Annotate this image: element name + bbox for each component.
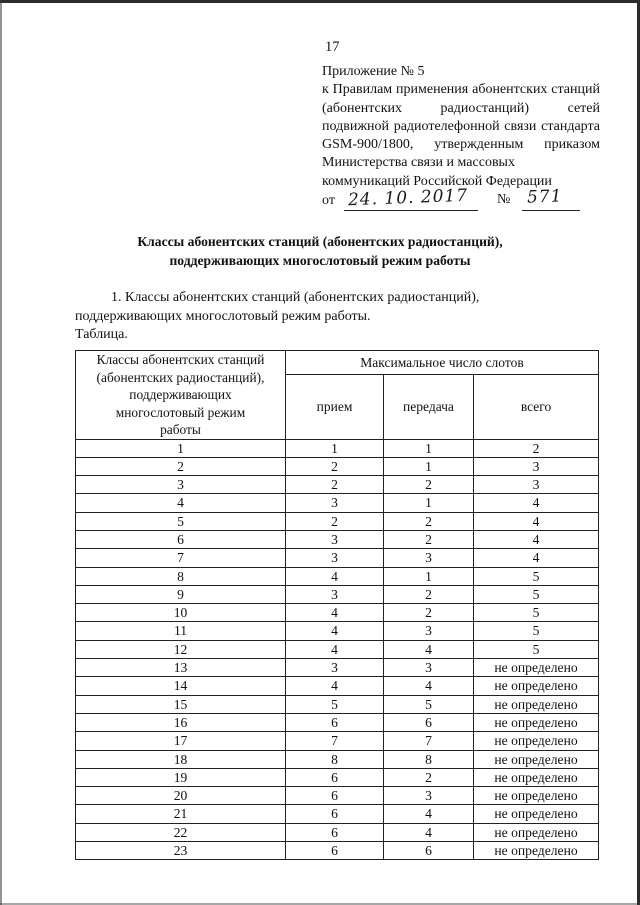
cell-tx: 3 [384, 549, 474, 567]
cell-class: 22 [76, 823, 286, 841]
cell-total: не определено [474, 677, 599, 695]
cell-class: 1 [76, 439, 286, 457]
cell-rx: 8 [286, 750, 384, 768]
number-label: № [497, 192, 511, 207]
table-row [76, 439, 599, 457]
cell-class: 12 [76, 640, 286, 658]
cell-class: 19 [76, 768, 286, 786]
column-header-class-line-4: многослотовый режим [115, 404, 246, 420]
cell-class: 10 [76, 604, 286, 622]
cell-class: 23 [76, 842, 286, 860]
cell-tx: 2 [384, 768, 474, 786]
cell-tx: 3 [384, 787, 474, 805]
cell-tx: 2 [384, 585, 474, 603]
date-underline [344, 210, 478, 211]
cell-total: не определено [474, 805, 599, 823]
cell-tx: 7 [384, 732, 474, 750]
table-row [76, 677, 599, 695]
cell-rx: 4 [286, 677, 384, 695]
cell-rx: 3 [286, 530, 384, 548]
slots-table-wrapper [75, 350, 598, 860]
table-row [76, 787, 599, 805]
cell-class: 3 [76, 476, 286, 494]
table-row [76, 549, 599, 567]
cell-total: не определено [474, 659, 599, 677]
cell-tx: 1 [384, 439, 474, 457]
table-row [76, 457, 599, 475]
cell-class: 18 [76, 750, 286, 768]
number-underline [522, 210, 580, 211]
document-title-line-2: поддерживающих многослотовый режим работы [169, 253, 471, 268]
column-header-group-max-slots: Максимальное число слотов [286, 351, 599, 375]
cell-total: 5 [474, 640, 599, 658]
cell-class: 15 [76, 695, 286, 713]
cell-class: 16 [76, 713, 286, 731]
cell-total: 5 [474, 567, 599, 585]
cell-tx: 2 [384, 512, 474, 530]
appendix-body: к Правилам применения абонентских станций (абонентских радиостанций) сетей подвижной радиотелефонной связи стандарта GSM-900/1800, утвержденным приказом Министерства связи и массовых [322, 82, 600, 171]
cell-rx: 4 [286, 604, 384, 622]
numbered-paragraph [75, 288, 598, 326]
order-date-number-line [322, 185, 602, 214]
numbered-paragraph-head: 1. Классы абонентских станций (абонентских радиостанций), [111, 290, 480, 305]
cell-rx: 7 [286, 732, 384, 750]
cell-total: не определено [474, 768, 599, 786]
cell-tx: 6 [384, 842, 474, 860]
cell-total: не определено [474, 732, 599, 750]
cell-tx: 2 [384, 604, 474, 622]
column-header-tx: передача [384, 375, 474, 439]
cell-total: не определено [474, 823, 599, 841]
cell-tx: 4 [384, 805, 474, 823]
table-row [76, 659, 599, 677]
cell-total: не определено [474, 713, 599, 731]
cell-class: 9 [76, 585, 286, 603]
cell-rx: 3 [286, 585, 384, 603]
cell-total: 3 [474, 476, 599, 494]
cell-total: 3 [474, 457, 599, 475]
cell-total: 2 [474, 439, 599, 457]
table-row [76, 842, 599, 860]
cell-total: не определено [474, 750, 599, 768]
table-row [76, 622, 599, 640]
handwritten-date-value: 24. 10. 2017 [347, 185, 469, 211]
column-header-total: всего [474, 375, 599, 439]
column-header-class-line-3: поддерживающих [129, 387, 232, 402]
cell-class: 20 [76, 787, 286, 805]
cell-rx: 2 [286, 457, 384, 475]
cell-tx: 1 [384, 494, 474, 512]
cell-tx: 1 [384, 457, 474, 475]
cell-total: 4 [474, 549, 599, 567]
table-header-row-top [76, 351, 599, 375]
cell-rx: 4 [286, 622, 384, 640]
table-row [76, 695, 599, 713]
cell-rx: 4 [286, 567, 384, 585]
document-title-line-1: Классы абонентских станций (абонентских радиостанций), [137, 234, 503, 249]
cell-tx: 8 [384, 750, 474, 768]
column-header-class-line-2: (абонентских радиостанций), [96, 369, 265, 385]
column-header-class-line-5: работы [160, 422, 201, 437]
cell-class: 4 [76, 494, 286, 512]
slots-table [75, 350, 599, 860]
cell-tx: 4 [384, 677, 474, 695]
column-header-class [76, 351, 286, 440]
cell-total: 5 [474, 604, 599, 622]
table-row [76, 750, 599, 768]
handwritten-number-value: 571 [526, 186, 563, 208]
table-caption: Таблица. [75, 327, 128, 342]
date-label: от [322, 193, 335, 208]
cell-class: 17 [76, 732, 286, 750]
table-row [76, 823, 599, 841]
table-row [76, 805, 599, 823]
cell-total: 5 [474, 585, 599, 603]
cell-tx: 3 [384, 622, 474, 640]
cell-rx: 2 [286, 512, 384, 530]
appendix-reference-block [322, 63, 600, 191]
cell-tx: 3 [384, 659, 474, 677]
cell-total: не определено [474, 695, 599, 713]
cell-rx: 3 [286, 494, 384, 512]
cell-tx: 2 [384, 476, 474, 494]
cell-rx: 5 [286, 695, 384, 713]
cell-total: 4 [474, 530, 599, 548]
appendix-body-last-line: коммуникаций Российской Федерации [322, 173, 552, 189]
cell-rx: 3 [286, 549, 384, 567]
cell-rx: 6 [286, 768, 384, 786]
table-row [76, 494, 599, 512]
cell-tx: 4 [384, 823, 474, 841]
cell-total: не определено [474, 787, 599, 805]
numbered-paragraph-tail: поддерживающих многослотовый режим работы. [75, 309, 371, 324]
column-header-class-line-1: Классы абонентских станций [96, 352, 265, 367]
table-row [76, 476, 599, 494]
cell-rx: 6 [286, 787, 384, 805]
table-row [76, 530, 599, 548]
cell-class: 21 [76, 805, 286, 823]
table-row [76, 512, 599, 530]
page-number: 17 [325, 39, 340, 55]
document-title [70, 232, 570, 270]
appendix-title: Приложение № 5 [322, 64, 425, 79]
cell-rx: 3 [286, 659, 384, 677]
cell-class: 13 [76, 659, 286, 677]
cell-tx: 4 [384, 640, 474, 658]
cell-rx: 6 [286, 842, 384, 860]
table-row [76, 567, 599, 585]
table-row [76, 713, 599, 731]
column-header-rx: прием [286, 375, 384, 439]
table-row [76, 585, 599, 603]
cell-class: 11 [76, 622, 286, 640]
cell-rx: 6 [286, 823, 384, 841]
table-row [76, 732, 599, 750]
slots-table-head [76, 351, 599, 440]
cell-tx: 1 [384, 567, 474, 585]
cell-total: 4 [474, 494, 599, 512]
cell-rx: 4 [286, 640, 384, 658]
cell-class: 7 [76, 549, 286, 567]
table-row [76, 640, 599, 658]
cell-total: 4 [474, 512, 599, 530]
cell-tx: 5 [384, 695, 474, 713]
cell-rx: 6 [286, 713, 384, 731]
slots-table-body [76, 439, 599, 860]
cell-class: 5 [76, 512, 286, 530]
cell-tx: 2 [384, 530, 474, 548]
cell-class: 14 [76, 677, 286, 695]
cell-tx: 6 [384, 713, 474, 731]
cell-class: 2 [76, 457, 286, 475]
cell-total: не определено [474, 842, 599, 860]
cell-rx: 6 [286, 805, 384, 823]
cell-rx: 2 [286, 476, 384, 494]
table-row [76, 768, 599, 786]
cell-total: 5 [474, 622, 599, 640]
cell-class: 8 [76, 567, 286, 585]
table-row [76, 604, 599, 622]
cell-rx: 1 [286, 439, 384, 457]
cell-class: 6 [76, 530, 286, 548]
